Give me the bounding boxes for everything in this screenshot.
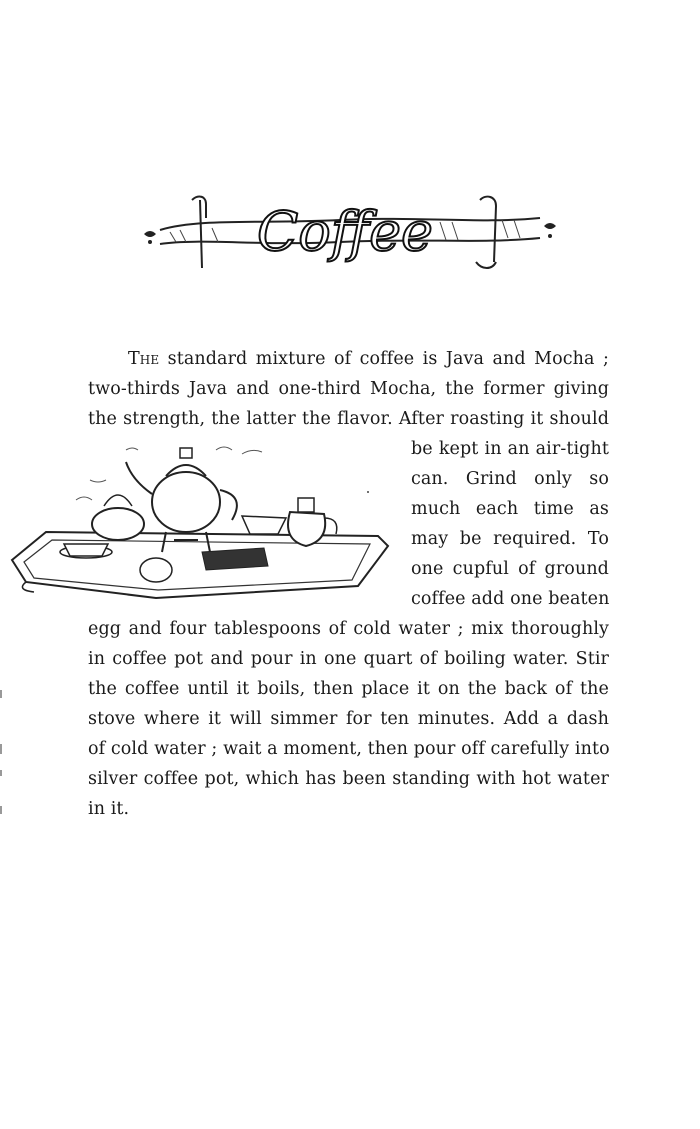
paragraph-line-16: in it. xyxy=(88,799,130,819)
paragraph-line-8: one cupful of ground xyxy=(411,559,609,579)
paragraph-line-13: stove where it will simmer for ten minutes. Add a dash xyxy=(88,709,609,729)
paragraph-line-15: silver coffee pot, which has been standing with hot water xyxy=(88,769,609,789)
title-text: Coffee xyxy=(256,200,434,263)
tea-service-tray-icon xyxy=(6,440,398,610)
paragraph-line-10: egg and four tablespoons of cold water ; mix thoroughly xyxy=(88,619,609,639)
paragraph-line-5: can. Grind only so xyxy=(411,469,609,489)
paragraph-line-3: the strength, the latter the flavor. After roasting it should xyxy=(88,409,609,429)
scan-artifact xyxy=(0,806,2,814)
paragraph-line-2: two-thirds Java and one-third Mocha, the former giving xyxy=(88,379,609,399)
title-banner xyxy=(140,188,560,278)
paragraph-line-14: of cold water ; wait a moment, then pour off carefully into xyxy=(88,739,610,759)
scroll-banner-icon xyxy=(140,188,560,278)
paragraph-line-7: may be required. To xyxy=(411,529,609,549)
paragraph-line-6: much each time as xyxy=(411,499,609,519)
paragraph-line-4: be kept in an air-tight xyxy=(411,439,609,459)
tea-service-illustration xyxy=(6,440,398,610)
scan-artifact xyxy=(0,690,2,698)
drop-word: The xyxy=(128,349,160,369)
scan-artifact xyxy=(0,770,2,776)
paragraph-line-9: coffee add one beaten xyxy=(411,589,610,609)
scan-artifact xyxy=(0,744,2,754)
paragraph-line-11: in coffee pot and pour in one quart of boiling water. Stir xyxy=(88,649,609,669)
paragraph-line-12: the coffee until it boils, then place it on the back of the xyxy=(88,679,609,699)
paragraph-line-1: The standard mixture of coffee is Java and Mocha ; xyxy=(128,349,609,369)
